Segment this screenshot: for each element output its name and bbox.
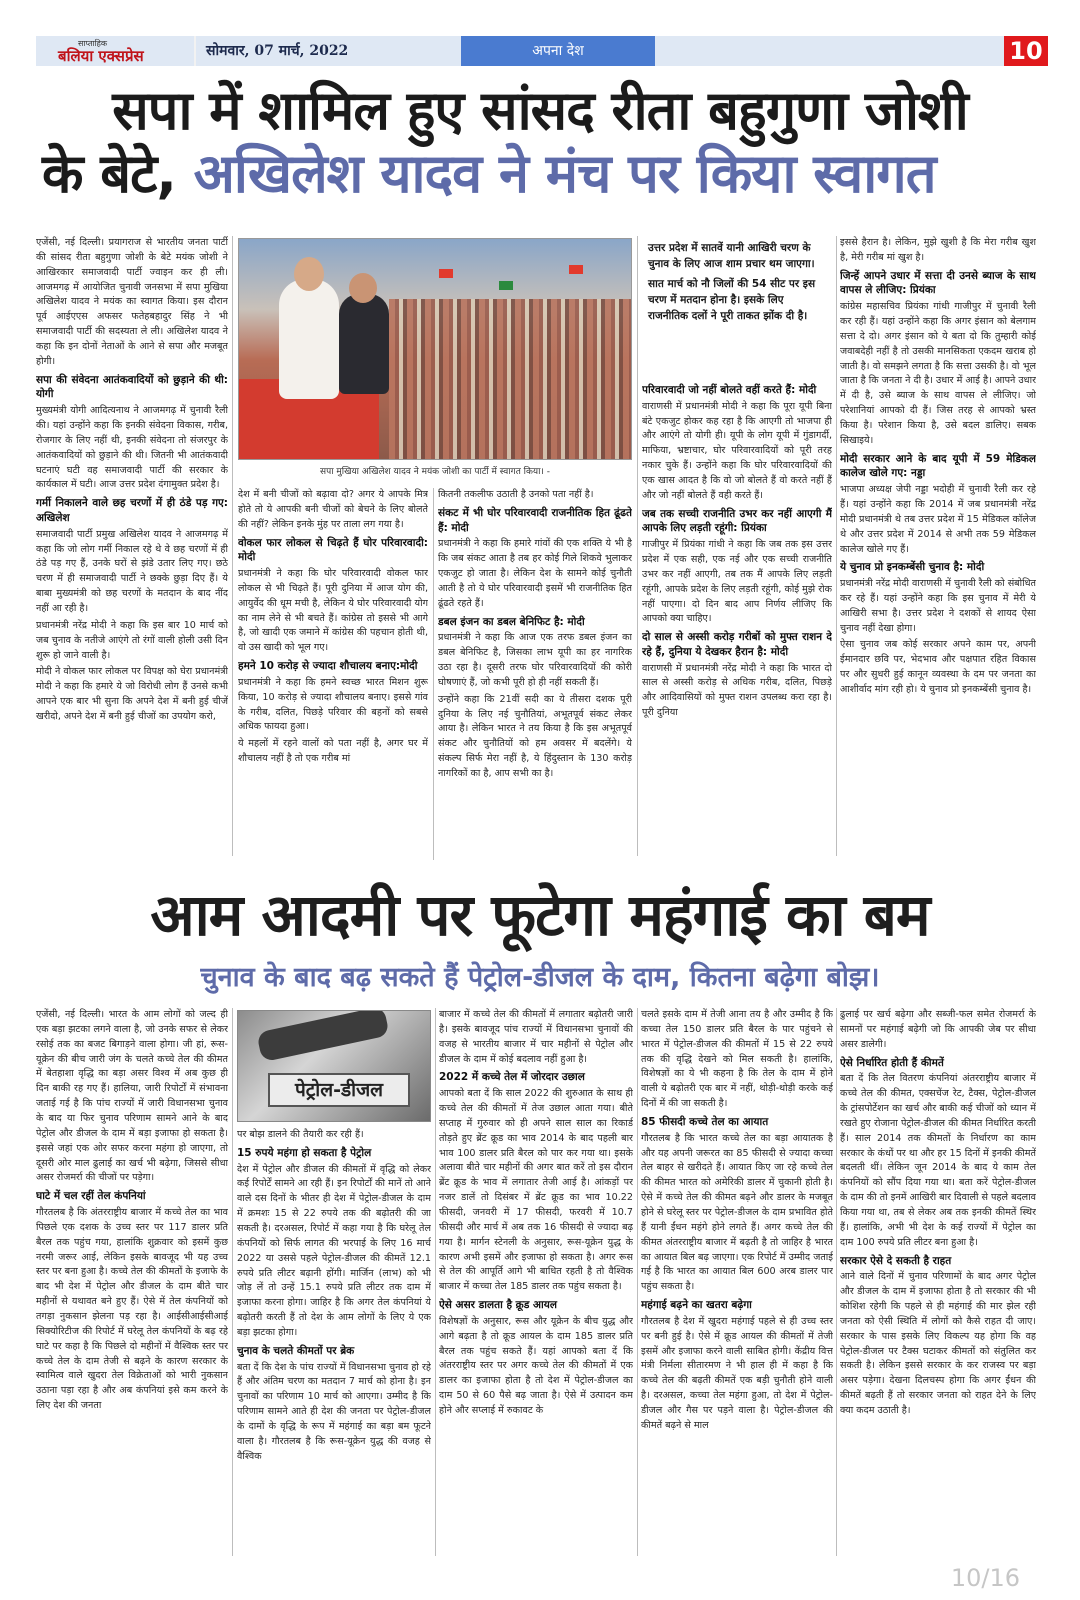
article-paragraph: एजेंसी, नई दिल्ली। प्रयागराज से भारतीय जनता पार्टी की सांसद रीता बहुगुणा जोशी के बेटे मयंक जोशी ने आखिरकार समाजवादी पार्टी ज्वाइन कर ही ली। आजमगढ़ में आयोजित चुनावी जनसभा में सपा मुखिया अखिलेश यादव ने मयंक का स्वागत किया। इस दौरान पूर्व आईएएस अफसर फतेहबहादुर सिंह ने भी समाजवादी पार्टी की सदस्यता ले ली। अखिलेश यादव ने कहा कि इन दोनों नेताओं के आने से सपा और मजबूत होगी। bbox=[36, 237, 228, 367]
article-subheading: 15 रुपये महंगा हो सकता है पेट्रोल bbox=[237, 1146, 372, 1159]
section-name: अपना देश bbox=[461, 36, 655, 66]
column-divider bbox=[637, 236, 638, 856]
column-divider bbox=[836, 1008, 837, 1556]
article-subheading: मोदी सरकार आने के बाद यूपी में 59 मेडिकल कालेज खोले गए: नड्डा bbox=[840, 452, 1036, 480]
article-subheading: ऐसे असर डालता है क्रूड आयल bbox=[439, 1299, 557, 1312]
article-paragraph: गाजीपुर में प्रियंका गांधी ने कहा कि जब तक इस उत्तर प्रदेश में एक सही, एक नई और एक सच्ची राजनीति उभर कर नहीं आएगी, तब तक मैं आपके लिए लड़ती रहूंगी, आपके प्रदेश के लिए लड़ती रहूंगी, कोई मुझे रोक नहीं पाएगा। दो दिन बाद आप निर्णय लीजिए कि आपको क्या चाहिए। bbox=[642, 539, 832, 625]
article-subheading: 2022 में कच्चे तेल में जोरदार उछाल bbox=[439, 1071, 585, 1084]
article-paragraph: इससे हैरान है। लेकिन, मुझे खुशी है कि मेरा गरीब खुश है, मेरी गरीब मां खुश है। bbox=[840, 237, 1036, 263]
article-subheading: गर्मी निकालने वाले छह चरणों में ही ठंडे पड़ गए: अखिलेश bbox=[36, 497, 228, 524]
issue-date: सोमवार, 07 मार्च, 2022 bbox=[196, 36, 461, 66]
story1-column-3 bbox=[438, 488, 632, 860]
newspaper-logo bbox=[36, 36, 196, 66]
article-paragraph: उन्होंने कहा कि 21वीं सदी का ये तीसरा दशक पूरी दुनिया के लिए नई चुनौतियां, अभूतपूर्व संकट लेकर आया है। लेकिन भारत ने तय किया है कि इस अभूतपूर्व संकट और चुनौतियों को हम अवसर में बदलेंगे। ये संकल्प सिर्फ मेरा नहीं है, ये हिंदुस्तान के 130 करोड़ नागरिकों का है, आप सभी का है। bbox=[438, 693, 632, 779]
highlight-text: सात मार्च को नौ जिलों की 54 सीट पर इस चरण में मतदान होना है। इसके लिए राजनीतिक दलों ने पूरी ताकत झोंक दी है। bbox=[648, 277, 816, 323]
photo-person-right-head bbox=[349, 273, 377, 303]
photo-crowd bbox=[389, 299, 632, 460]
article-subheading: 85 फीसदी कच्चे तेल का आयात bbox=[641, 1116, 769, 1129]
article-paragraph: देश में पेट्रोल और डीजल की कीमतों में वृद्धि को लेकर कई रिपोर्टें सामने आ रही हैं। इन रिपोर्टों की मानें तो आने वाले दस दिनों के भीतर ही देश में पेट्रोल-डीजल के दाम में क्रमशः 15 से 22 रुपये तक की बढ़ोतरी की जा सकती है। दरअसल, रिपोर्ट में कहा गया है कि घरेलू तेल कंपनियों को सिर्फ लागत की भरपाई के लिए 16 मार्च 2022 या उससे पहले पेट्रोल-डीजल की कीमतें 12.1 रुपये प्रति लीटर बढ़ानी होंगी। मार्जिन (लाभ) को भी जोड़ लें तो उन्हें 15.1 रुपये प्रति लीटर तक दाम में इजाफा करना होगा। जाहिर है कि अगर तेल कंपनियां ये बढ़ोतरी करती हैं तो देश के आम लोगों के लिए ये एक बड़ा झटका होगा। bbox=[237, 1163, 431, 1338]
article-paragraph: प्रधानमंत्री ने कहा कि हमारे गांवों की एक शक्ति ये भी है कि जब संकट आता है तब हर कोई गिले शिकवे भुलाकर एकजुट हो जाता है। लेकिन देश के सामने कोई चुनौती आती है तो ये घोर परिवारवादी इसमें भी राजनीतिक हित ढूंढते रहते हैं। bbox=[438, 538, 632, 609]
article-subheading: हमने 10 करोड़ से ज्यादा शौचालय बनाए:मोदी bbox=[238, 660, 418, 673]
column-divider bbox=[232, 236, 233, 856]
story1-column-2 bbox=[238, 488, 428, 860]
article-paragraph: विशेषज्ञों के अनुसार, रूस और यूक्रेन के बीच युद्ध और आगे बढ़ता है तो क्रूड आयल के दाम 185 डालर प्रति बैरल तक पहुंच सकते हैं। यहां आपको बता दें कि अंतरराष्ट्रीय स्तर पर अगर कच्चे तेल की कीमतों में एक डालर का इजाफा होता है तो देश में पेट्रोल-डीजल का दाम 50 से 60 पैसे बढ़ जाता है। ऐसे में उत्पादन कम होने और सप्लाई में रुकावट के bbox=[439, 1315, 633, 1416]
article-paragraph: आने वाले दिनों में चुनाव परिणामों के बाद अगर पेट्रोल और डीजल के दाम में इजाफा होता है तो सरकार की भी कोशिश रहेगी कि पहले से ही महंगाई की मार झेल रही जनता को ऐसी स्थिति में लोगों को कैसे राहत दी जाए। सरकार के पास इसके लिए विकल्प यह होगा कि वह पेट्रोल-डीजल पर टैक्स घटाकर कीमतों को संतुलित कर सकती है। लेकिन इससे सरकार के कर राजस्व पर बड़ा असर पड़ेगा। देखना दिलचस्प होगा कि अगर ईंधन की कीमतें बढ़ती हैं तो सरकार जनता को राहत देने के लिए क्या कदम उठाती है। bbox=[840, 1271, 1036, 1416]
story2-column-5 bbox=[840, 1008, 1036, 1556]
story1-headline bbox=[30, 80, 1050, 230]
story1-headline-line2 bbox=[30, 143, 1050, 206]
article-paragraph: कांग्रेस महासचिव प्रियंका गांधी गाजीपुर में चुनावी रैली कर रही हैं। यहां उन्होंने कहा कि अगर इंसान को बेलगाम सत्ता दे दो। अगर इंसान को ये बता दो कि तुम्हारी कोई जवाबदेही नहीं है तो उसकी मानसिकता एकदम खराब हो जाती है। वो समझने लगता है कि सत्ता उसकी है। वो भूल जाता है कि जनता ने दी है। उधार में आई है। आपने उधार में दी है, उसे ब्याज के साथ वापस ले लीजिए। जो परेशानियां आपको दी हैं। जिस तरह से आपको भ्रस्त किया है। परेशान किया है, उसे बदल डालिए। सबक सिखाइये। bbox=[840, 301, 1036, 446]
column-divider bbox=[232, 1008, 233, 1556]
column-divider bbox=[433, 488, 434, 860]
highlight-text: उत्तर प्रदेश में सातवें यानी आखिरी चरण के चुनाव के लिए आज शाम प्रचार थम जाएगा। bbox=[648, 242, 815, 271]
article-subheading: घाटे में चल रहीं तेल कंपनियां bbox=[36, 1190, 146, 1203]
article-paragraph: गौरतलब है कि अंतरराष्ट्रीय बाजार में कच्चे तेल का भाव पिछले एक दशक के उच्च स्तर पर 117 डालर प्रति बैरल तक पहुंच गया, हालांकि शुक्रवार को इसमें कुछ नरमी जरूर आई, लेकिन इसके बावजूद भी यह उच्च स्तर पर बना हुआ है। कच्चे तेल की कीमतों के इजाफे के बाद भी देश में पेट्रोल और डीजल के दाम बीते चार महीनों से यथावत बने हुए हैं। ऐसे में तेल कंपनियों को तगड़ा नुकसान झेलना पड़ रहा है। आईसीआईसीआई सिक्योरिटीज की रिपोर्ट में घरेलू तेल कंपनियों के बढ़ रहे घाटे पर कहा है कि पिछले दो महीनों में वैश्विक स्तर पर कच्चे तेल के दाम तेजी से बढ़ने के कारण सरकार के स्वामित्व वाले खुदरा तेल विक्रेताओं को भारी नुकसान उठाना पड़ा रहा है और अब कंपनियां इसे कम करने के लिए देश की जनता bbox=[36, 1207, 228, 1412]
article-paragraph: एजेंसी, नई दिल्ली। भारत के आम लोगों को जल्द ही एक बड़ा झटका लगने वाला है, जो उनके सफर से लेकर रसोई तक का बजट बिगाड़ने वाला होगा। जी हां, रूस-यूक्रेन की बीच जारी जंग के चलते कच्चे तेल की कीमत में बेतहाशा वृद्धि का बड़ा असर विश्व में अब कुछ ही दिन बाकी रह गए हैं। हालिया, जारी रिपोर्टों में संभावना जताई गई है कि पांच राज्यों में जारी विधानसभा चुनाव के बाद या फिर चुनाव परिणाम सामने आने के बाद पेट्रोल और डीजल के दाम में बड़ा इजाफा हो सकता है। इससे जहां एक ओर सफर करना महंगा हो जाएगा, तो दूसरी ओर माल ढुलाई का खर्च भी बढ़ेगा, जिससे सीधा असर रोजमर्रा की चीजों पर पड़ेगा। bbox=[36, 1009, 228, 1184]
logo-weekly-label: साप्ताहिक bbox=[78, 39, 108, 48]
article-paragraph: देश में बनी चीजों को बढ़ावा दो? अगर ये आपके मित्र होते तो ये आपकी बनी चीजों को बेचने के लिए बोलते की नहीं? लेकिन इनके मुंह पर ताला लग गया है। bbox=[238, 489, 428, 530]
story1-photo bbox=[238, 238, 632, 460]
article-paragraph: बता दें कि देश के पांच राज्यों में विधानसभा चुनाव हो रहे हैं और अंतिम चरण का मतदान 7 मार्च को होना है। इन चुनावों का परिणाम 10 मार्च को आएगा। उम्मीद है कि परिणाम सामने आते ही देश की जनता पर पेट्रोल-डीजल के दामों के वृद्धि के रूप में महंगाई का बड़ा बम फूटने वाला है। गौरतलब है कि रूस-यूक्रेन युद्ध की वजह से वैश्विक bbox=[237, 1361, 431, 1462]
article-paragraph: प्रधानमंत्री ने कहा कि आज एक तरफ डबल इंजन का डबल बेनिफिट है, जिसका लाभ यूपी का हर नागरिक उठा रहा है। दूसरी तरफ घोर परिवारवादियों की कोरी घोषणाएं हैं, जो कभी पूरी हो ही नहीं सकती हैं। bbox=[438, 632, 632, 688]
article-paragraph: वाराणसी में प्रधानमंत्री मोदी ने कहा कि पूरा यूपी बिना बंटे एकजुट होकर कह रहा है कि आएगी तो भाजपा ही और आएंगे तो योगी ही। यूपी के लोग यूपी में गुंडागर्दी, माफिया, भ्रष्टाचार, घोर परिवारवादियों को पूरी तरह नकार चुके हैं। उन्होंने कहा कि घोर परिवारवादियों की एक खास आदत है कि वो जो बोलते हैं वो करते नहीं हैं और जो नहीं बोलते हैं वही करते हैं। bbox=[642, 400, 832, 501]
article-paragraph: गौरतलब है देश में खुदरा महंगाई पहले से ही उच्च स्तर पर बनी हुई है। ऐसे में क्रूड आयल की कीमतों में तेजी इसमें और इजाफा करने वाली साबित होगी। केंद्रीय वित्त मंत्री निर्मला सीतारमण ने भी हाल ही में कहा है कि कच्चे तेल की बढ़ती कीमतें एक बड़ी चुनौती होने वाली है। दरअसल, कच्चा तेल महंगा हुआ, तो देश में पेट्रोल-डीजल और गैस पर पड़ने वाला है। पेट्रोल-डीजल की कीमतें बढ़ने से माल bbox=[641, 1315, 833, 1431]
article-subheading: चुनाव के चलते कीमतों पर ब्रेक bbox=[237, 1344, 355, 1357]
article-paragraph: वाराणसी में प्रधानमंत्री नरेंद्र मोदी ने कहा कि भारत दो साल से अस्सी करोड़ से अधिक गरीब, दलित, पिछड़े और आदिवासियों को मुफ्त राशन उपलब्ध करा रहा है। पूरी दुनिया bbox=[642, 662, 832, 719]
article-paragraph: समाजवादी पार्टी प्रमुख अखिलेश यादव ने आजमगढ़ में कहा कि जो लोग गर्मी निकाल रहे थे वे छह चरणों में ही ठंडे पड़ गए हैं, उनके घरों से झंडे उतार लिए गए। छठे चरण में ही समाजवादी पार्टी ने छक्के छुड़ा दिए हैं। ये बाबा मुख्यमंत्री को छह चरणों के मतदान के बाद नींद नहीं आ रही है। bbox=[36, 528, 228, 614]
photo-person-right bbox=[339, 294, 389, 394]
masthead-bar bbox=[655, 36, 1004, 66]
photo-flag bbox=[439, 269, 453, 278]
photo-label: पेट्रोल-डीजल bbox=[268, 1073, 410, 1107]
article-paragraph: ढुलाई पर खर्च बढ़ेगा और सब्जी-फल समेत रोजमर्रा के सामनों पर महंगाई बढ़ेगी जो कि आपकी जेब पर सीधा असर डालेगी। bbox=[840, 1009, 1036, 1050]
article-paragraph: कितनी तकलीफ उठाती है उनको पता नहीं है। bbox=[438, 489, 594, 500]
story1-column-5 bbox=[840, 236, 1036, 856]
article-paragraph: भाजपा अध्यक्ष जेपी नड्डा भदोही में चुनावी रैली कर रहे हैं। यहां उन्होंने कहा कि 2014 में जब प्रधानमंत्री नरेंद्र मोदी प्रधानमंत्री थे तब उत्तर प्रदेश में 15 मेडिकल कॉलेज थे और उत्तर प्रदेश में 2014 से अभी तक 59 मेडिकल कालेज खोले गए हैं। bbox=[840, 484, 1036, 555]
article-paragraph: आपको बता दें कि साल 2022 की शुरुआत के साथ ही कच्चे तेल की कीमतों में तेज उछाल आता गया। बीते सप्ताह में गुरुवार को ही अपने साल साल का रिकार्ड तोड़ते हुए ब्रेंट क्रूड का भाव 2014 के बाद पहली बार भाव 100 डालर प्रति बैरल को पार कर गया था। इसके अलावा बीते चार महीनों की अगर बात करें तो इस दौरान ब्रेंट क्रूड के भाव में लगातार तेजी आई है। आंकड़ों पर नजर डालें तो दिसंबर में ब्रेंट क्रूड का भाव 10.22 फीसदी, जनवरी में 17 फीसदी, फरवरी में 10.7 फीसदी और मार्च में अब तक 16 फीसदी से ज्यादा बढ़ गया है। मार्गन स्टेनली के अनुसार, रूस-यूक्रेन युद्ध के कारण अभी इसमें और इजाफा हो सकता है। अगर रूस से तेल की आपूर्ति आगे भी बाधित रहती है तो वैश्विक बाजार में कच्चा तेल 185 डालर तक पहुंच सकता है। bbox=[439, 1088, 633, 1293]
article-subheading: वोकल फार लोकल से चिढ़ते हैं घोर परिवारवादी: मोदी bbox=[238, 536, 428, 564]
column-divider bbox=[435, 1008, 436, 1556]
article-paragraph: बाजार में कच्चे तेल की कीमतों में लगातार बढ़ोतरी जारी है। इसके बावजूद पांच राज्यों में विधानसभा चुनावों की वजह से भारतीय बाजार में चार महीनों से पेट्रोल और डीजल के दाम में कोई बदलाव नहीं हुआ है। bbox=[439, 1009, 633, 1065]
article-subheading: परिवारवादी जो नहीं बोलते वहीं करते हैं: मोदी bbox=[642, 384, 817, 396]
article-subheading: सपा की संवेदना आतंकवादियों को छुड़ाने की थी: योगी bbox=[36, 373, 228, 401]
article-subheading: डबल इंजन का डबल बेनिफिट है: मोदी bbox=[438, 615, 585, 628]
story1-headline-line1: सपा में शामिल हुए सांसद रीता बहुगुणा जोशी bbox=[112, 79, 968, 142]
article-paragraph: चलते इसके दाम में तेजी आना तय है और उम्मीद है कि कच्चा तेल 150 डालर प्रति बैरल के पार पहुंचने से भारत में पेट्रोल-डीजल की कीमतों में 15 से 22 रुपये तक की वृद्धि देखने को मिल सकती है। हालांकि, विशेषज्ञों का ये भी कहना है कि तेल के दाम में होने वाली ये बढ़ोतरी एक बार में नहीं, थोड़ी-थोड़ी करके कई दिनों में की जा सकती है। bbox=[641, 1009, 833, 1110]
story2-column-3 bbox=[439, 1008, 633, 1556]
story2-headline: आम आदमी पर फूटेगा महंगाई का बम bbox=[150, 881, 930, 949]
article-paragraph: प्रधानमंत्री ने कहा कि घोर परिवारवादी वोकल फार लोकल से भी चिढ़ते हैं। पूरी दुनिया में आज योग की, आयुर्वेद की धूम मची है, लेकिन ये घोर परिवारवादी योग का नाम लेने से भी बचते हैं। कांग्रेस तो इससे भी आगे है, जो खादी एक जमाने में कांग्रेस की पहचान होती थी, वो उस खादी को भूल गए। bbox=[238, 567, 428, 654]
story2-column-1 bbox=[36, 1008, 228, 1556]
article-subheading: ये चुनाव प्रो इनकम्बेंसी चुनाव है: मोदी bbox=[840, 561, 985, 574]
article-subheading: जब तक सच्ची राजनीति उभर कर नहीं आएगी मैं आपके लिए लड़ती रहूंगी: प्रियंका bbox=[642, 507, 832, 535]
story2-subheadline: चुनाव के बाद बढ़ सकते हैं पेट्रोल-डीजल के दाम, कितना बढ़ेगा बोझ। bbox=[200, 962, 880, 993]
article-paragraph: मुख्यमंत्री योगी आदित्यनाथ ने आजमगढ़ में चुनावी रैली की। यहां उन्होंने कहा कि इनकी संवेदना विकास, गरीब, रोजगार के लिए नहीं थी, इनकी संवेदना तो संजरपुर के आतंकवादियों को छुड़ाने की थी। जितनी भी आतंकवादी घटनाएं घटी वह समाजवादी पार्टी की सरकार के कार्यकाल में घटी। आज उत्तर प्रदेश दंगामुक्त प्रदेश है। bbox=[36, 405, 228, 491]
photo-flag bbox=[499, 281, 513, 290]
story1-photo-caption: सपा मुखिया अखिलेश यादव ने मयंक जोशी का पार्टी में स्वागत किया। - bbox=[320, 467, 550, 477]
article-paragraph: गौरतलब है कि भारत कच्चे तेल का बड़ा आयातक है और यह अपनी जरूरत का 85 फीसदी से ज्यादा कच्चा तेल बाहर से खरीदते हैं। आयात किए जा रहे कच्चे तेल की कीमत भारत को अमेरिकी डालर में चुकानी होती है। ऐसे में कच्चे तेल की कीमत बढ़ने और डालर के मजबूत होने से घरेलू स्तर पर पेट्रोल-डीजल के दाम प्रभावित होते हैं यानी ईंधन महंगे होने लगते हैं। अगर कच्चे तेल की कीमत अंतरराष्ट्रीय बाजार में बढ़ती है तो जाहिर है भारत का आयात बिल बढ़ जाएगा। एक रिपोर्ट में उम्मीद जताई गई है कि भारत का आयात बिल 600 अरब डालर पार पहुंच सकता है। bbox=[641, 1132, 833, 1293]
story1-column-4 bbox=[642, 380, 832, 856]
page-number: 10 bbox=[1004, 36, 1048, 66]
page-indicator: 10/16 bbox=[950, 1564, 1020, 1592]
story2-column-2 bbox=[237, 1128, 431, 1556]
article-paragraph: प्रधानमंत्री नरेंद्र मोदी ने कहा कि इस बार 10 मार्च को जब चुनाव के नतीजे आएंगे तो रंगों वाली होली उसी दिन शुरू हो जाने वाली है। bbox=[36, 619, 228, 661]
article-subheading: दो साल से अस्सी करोड़ गरीबों को मुफ्त राशन दे रहे हैं, दुनिया ये देखकर हैरान है: मोदी bbox=[642, 631, 832, 658]
article-subheading: जिन्हें आपने उधार में सत्ता दी उनसे ब्याज के साथ वापस ले लीजिए: प्रियंका bbox=[840, 269, 1036, 297]
story1-headline-line2-blue: अखिलेश यादव ने मंच पर किया स्वागत bbox=[193, 141, 936, 205]
article-subheading: ऐसे निर्धारित होती हैं कीमतें bbox=[840, 1056, 944, 1069]
masthead bbox=[36, 36, 1048, 66]
fuel-nozzle-shape bbox=[256, 1010, 389, 1062]
story2-column-4 bbox=[641, 1008, 833, 1556]
article-paragraph: ये महलों में रहने वालों को पता नहीं है, अगर घर में शौचालय नहीं है तो एक गरीब मां bbox=[238, 738, 428, 765]
article-paragraph: प्रधानमंत्री नरेंद्र मोदी वाराणसी में चुनावी रैली को संबोधित कर रहे हैं। यहां उन्होंने कहा कि इस चुनाव में मेरी ये आखिरी सभा है। उत्तर प्रदेश ने दशकों से शायद ऐसा चुनाव नहीं देखा होगा। bbox=[840, 578, 1036, 634]
photo-flag bbox=[569, 265, 583, 274]
article-paragraph: मोदी ने वोकल फार लोकल पर विपक्ष को घेरा प्रधानमंत्री मोदी ने कहा कि हमारे ये जो विरोधी लोग हैं उनसे कभी आपने एक बार भी सुना कि अपने देश में बनी हुई चीजें खरीदो, अपने देश में बनी हुई चीजों का उपयोग करो, bbox=[36, 666, 228, 722]
article-subheading: सरकार ऐसे दे सकती है राहत bbox=[840, 1254, 952, 1267]
column-divider bbox=[637, 1008, 638, 1556]
article-paragraph: बता दें कि तेल वितरण कंपनियां अंतरराष्ट्रीय बाजार में कच्चे तेल की कीमत, एक्सचेंज रेट, टैक्स, पेट्रोल-डीजल के ट्रांसपोर्टेशन का खर्च और बाकी कई चीजों को ध्यान में रखते हुए रोजाना पेट्रोल-डीजल की कीमत निर्धारित करती हैं। साल 2014 तक कीमतों के निर्धारण का काम सरकार के कंधों पर था और हर 15 दिनों में इनकी कीमतें बदलती थीं। लेकिन जून 2014 के बाद ये काम तेल कंपनियों को सौंप दिया गया था। बता करें पेट्रोल-डीजल के दाम की तो इनमें आखिरी बार दिवाली से पहले बदलाव किया गया था, तब से लेकर अब तक इनकी कीमतें स्थिर हैं। हालांकि, अभी भी देश के कई राज्यों में पेट्रोल का दाम 100 रुपये प्रति लीटर बना हुआ है। bbox=[840, 1073, 1036, 1248]
story1-headline-line2-black: के बेटे, bbox=[42, 141, 176, 205]
article-paragraph: प्रधानमंत्री ने कहा कि हमने स्वच्छ भारत मिशन शुरू किया, 10 करोड़ से ज्यादा शौचालय बनाए। इससे गांव के गरीब, दलित, पिछड़े परिवार की बहनों को सबसे अधिक फायदा हुआ। bbox=[238, 676, 428, 733]
column-divider bbox=[836, 236, 837, 856]
photo-person-left bbox=[279, 279, 339, 399]
logo-paper-name: बलिया एक्सप्रेस bbox=[58, 47, 144, 65]
story1-column-1 bbox=[36, 236, 228, 856]
story2-photo bbox=[237, 1010, 431, 1122]
story1-highlight-box bbox=[642, 238, 832, 368]
article-subheading: महंगाई बढ़ने का खतरा बढ़ेगा bbox=[641, 1299, 752, 1312]
article-subheading: संकट में भी घोर परिवारवादी राजनीतिक हित ढूंढते हैं: मोदी bbox=[438, 506, 632, 534]
photo-person-left-head bbox=[294, 257, 324, 291]
article-paragraph: ऐसा चुनाव जब कोई सरकार अपने काम पर, अपनी ईमानदार छवि पर, भेदभाव और पक्षपात रहित विकास पर और सुधरी हुई कानून व्यवस्था के दम पर जनता का आशीर्वाद मांग रही हो। ये चुनाव प्रो इनकम्बेंसी चुनाव है। bbox=[840, 639, 1036, 696]
article-paragraph: पर बोझ डालने की तैयारी कर रही हैं। bbox=[237, 1129, 364, 1140]
